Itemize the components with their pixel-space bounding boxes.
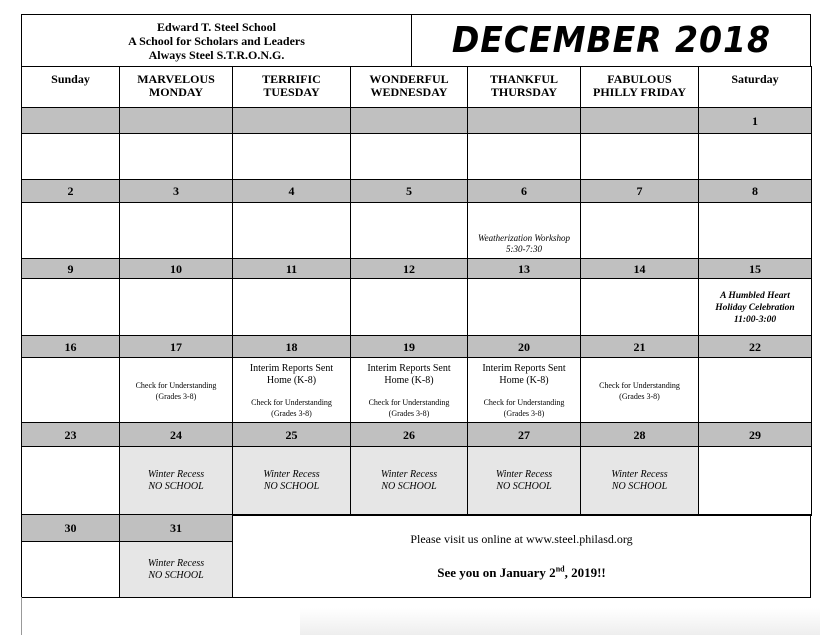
event-line: Interim Reports Sent: [249, 362, 334, 374]
winter-recess-event: [263, 469, 319, 493]
event-line: Home (K-8): [384, 374, 434, 386]
day-number: 6: [467, 179, 581, 204]
day-header: [21, 66, 120, 108]
day-number: 30: [21, 514, 120, 543]
event-line: Winter Recess: [380, 469, 438, 480]
day-header-line: MARVELOUS: [137, 72, 215, 86]
day-number: [350, 107, 468, 135]
day-number: 1: [698, 107, 812, 135]
event-line: Winter Recess: [147, 469, 205, 480]
day-number: 3: [119, 179, 233, 204]
event-line: NO SCHOOL: [611, 481, 668, 492]
page-shadow: [300, 608, 820, 635]
day-header-label: [731, 73, 778, 86]
day-header-label: [262, 73, 321, 99]
event-line: (Grades 3-8): [619, 391, 660, 401]
day-number: 9: [21, 258, 120, 280]
day-number: 18: [232, 335, 351, 359]
day-cell: [21, 541, 120, 598]
school-header: [21, 14, 412, 67]
day-header-line: Sunday: [51, 72, 90, 86]
day-header-line: TUESDAY: [263, 85, 320, 99]
day-cell: [232, 202, 351, 260]
event-line: Check for Understanding: [251, 397, 332, 407]
day-number: 29: [698, 422, 812, 448]
day-cell: [698, 446, 812, 516]
event-line: (Grades 3-8): [271, 408, 312, 418]
winter-recess-event: [611, 469, 667, 493]
day-cell: [21, 357, 120, 424]
day-header-line: TERRIFIC: [262, 72, 321, 86]
day-cell: [350, 357, 468, 424]
calendar: [21, 14, 811, 597]
event-line: Home (K-8): [266, 374, 317, 386]
day-cell: [119, 278, 233, 337]
day-header-line: PHILLY FRIDAY: [592, 85, 687, 99]
day-number: 17: [119, 335, 233, 359]
day-number: 4: [232, 179, 351, 204]
interim-reports-event: [482, 363, 565, 387]
event-line: Check for Understanding: [135, 380, 217, 390]
day-cell: [467, 202, 581, 260]
day-number: [232, 107, 351, 135]
event-line: NO SCHOOL: [148, 569, 204, 581]
winter-recess-event: [381, 469, 437, 493]
day-header: [232, 66, 351, 108]
day-cell: [580, 133, 699, 181]
day-cell: [119, 541, 233, 598]
school-motto: A School for Scholars and Leaders: [128, 33, 305, 48]
return-date-note: [437, 565, 606, 581]
day-cell: [119, 357, 233, 424]
event-line: (Grades 3-8): [155, 391, 197, 401]
return-date-suffix-sup: nd: [555, 564, 565, 574]
event-line: Check for Understanding: [599, 380, 680, 390]
day-cell: [21, 446, 120, 516]
event-line: (Grades 3-8): [503, 408, 545, 418]
return-date-prefix: See you on January 2: [437, 564, 556, 580]
day-number: 11: [232, 258, 351, 280]
day-number: 14: [580, 258, 699, 280]
day-number: 15: [698, 258, 812, 280]
calendar-event: [478, 233, 570, 255]
winter-recess-event: [496, 469, 552, 493]
day-number: 25: [232, 422, 351, 448]
day-header-line: WEDNESDAY: [370, 85, 448, 99]
day-header: [119, 66, 233, 108]
event-line: Home (K-8): [499, 374, 549, 386]
event-line: NO SCHOOL: [148, 481, 204, 492]
interim-reports-event: [250, 363, 333, 387]
day-cell: [232, 278, 351, 337]
interim-reports-event: [367, 363, 450, 387]
day-number: 21: [580, 335, 699, 359]
day-cell: [350, 446, 468, 516]
event-line: NO SCHOOL: [496, 481, 552, 492]
day-cell: [580, 357, 699, 424]
day-number: [580, 107, 699, 135]
check-for-understanding-event: [599, 380, 680, 402]
day-cell: [580, 278, 699, 337]
day-cell: [21, 278, 120, 337]
event-line: Winter Recess: [263, 469, 320, 480]
day-header: [467, 66, 581, 108]
check-for-understanding-event: [136, 380, 217, 402]
day-header-label: [369, 73, 448, 99]
day-cell: [21, 202, 120, 260]
day-cell: [467, 133, 581, 181]
day-number: 16: [21, 335, 120, 359]
day-number: 5: [350, 179, 468, 204]
event-line: Check for Understanding: [368, 397, 450, 407]
day-header-line: WONDERFUL: [369, 72, 449, 86]
school-tagline: Always Steel S.T.R.O.N.G.: [148, 47, 285, 62]
day-header-label: [490, 73, 558, 99]
check-for-understanding-event: [251, 397, 332, 419]
day-number: 13: [467, 258, 581, 280]
day-cell: [698, 357, 812, 424]
calendar-event: [715, 290, 794, 326]
day-cell: [119, 133, 233, 181]
day-header: [350, 66, 468, 108]
day-cell: [350, 133, 468, 181]
day-cell: [350, 278, 468, 337]
day-cell: [580, 202, 699, 260]
day-cell: [467, 446, 581, 516]
day-header-line: FABULOUS: [607, 72, 672, 86]
day-header: [698, 66, 812, 108]
day-cell: [467, 357, 581, 424]
day-number: 31: [119, 514, 233, 543]
event-line: Interim Reports Sent: [482, 362, 566, 374]
day-header: [580, 66, 699, 108]
event-line: 5:30-7:30: [506, 244, 542, 254]
day-cell: [698, 278, 812, 337]
event-line: 11:00-3:00: [733, 314, 777, 325]
event-line: Winter Recess: [611, 469, 668, 480]
day-header-label: [51, 73, 90, 86]
day-number: 26: [350, 422, 468, 448]
event-line: A Humbled Heart: [720, 290, 790, 301]
winter-recess-event: [148, 469, 204, 493]
month-title: DECEMBER 2018: [451, 20, 771, 61]
event-line: Weatherization Workshop: [477, 233, 571, 243]
day-number: 8: [698, 179, 812, 204]
event-line: (Grades 3-8): [388, 408, 430, 418]
month-header: [411, 14, 811, 67]
day-number: 2: [21, 179, 120, 204]
event-line: Holiday Celebration: [715, 302, 795, 313]
day-cell: [119, 446, 233, 516]
day-number: 7: [580, 179, 699, 204]
day-number: 22: [698, 335, 812, 359]
check-for-understanding-event: [484, 397, 565, 419]
day-header-line: Saturday: [731, 72, 779, 86]
event-line: Check for Understanding: [483, 397, 565, 407]
day-cell: [698, 202, 812, 260]
page-edge: [21, 597, 22, 635]
day-cell: [350, 202, 468, 260]
day-header-line: THANKFUL: [489, 72, 558, 86]
winter-recess-event: [148, 558, 204, 582]
day-number: 20: [467, 335, 581, 359]
day-number: 10: [119, 258, 233, 280]
day-cell: [232, 357, 351, 424]
day-number: [21, 107, 120, 135]
day-header-line: MONDAY: [148, 85, 204, 99]
event-line: NO SCHOOL: [263, 481, 320, 492]
day-cell: [232, 446, 351, 516]
event-line: Interim Reports Sent: [367, 362, 451, 374]
day-number: 27: [467, 422, 581, 448]
footer-note: [232, 514, 811, 598]
day-cell: [119, 202, 233, 260]
event-line: Winter Recess: [495, 469, 553, 480]
day-number: 12: [350, 258, 468, 280]
day-number: 24: [119, 422, 233, 448]
day-number: 28: [580, 422, 699, 448]
day-number: 23: [21, 422, 120, 448]
return-date-suffix: , 2019!!: [564, 564, 606, 580]
event-line: NO SCHOOL: [381, 481, 437, 492]
day-number: [119, 107, 233, 135]
day-cell: [698, 133, 812, 181]
website-note: Please visit us online at www.steel.philasd.org: [410, 531, 633, 546]
day-header-line: THURSDAY: [490, 85, 558, 99]
check-for-understanding-event: [369, 397, 450, 419]
day-header-label: [137, 73, 215, 99]
day-cell: [21, 133, 120, 181]
day-number: [467, 107, 581, 135]
day-header-label: [593, 73, 686, 99]
day-cell: [232, 133, 351, 181]
event-line: Winter Recess: [147, 557, 205, 569]
day-cell: [467, 278, 581, 337]
day-cell: [580, 446, 699, 516]
school-name: Edward T. Steel School: [157, 19, 276, 34]
day-number: 19: [350, 335, 468, 359]
